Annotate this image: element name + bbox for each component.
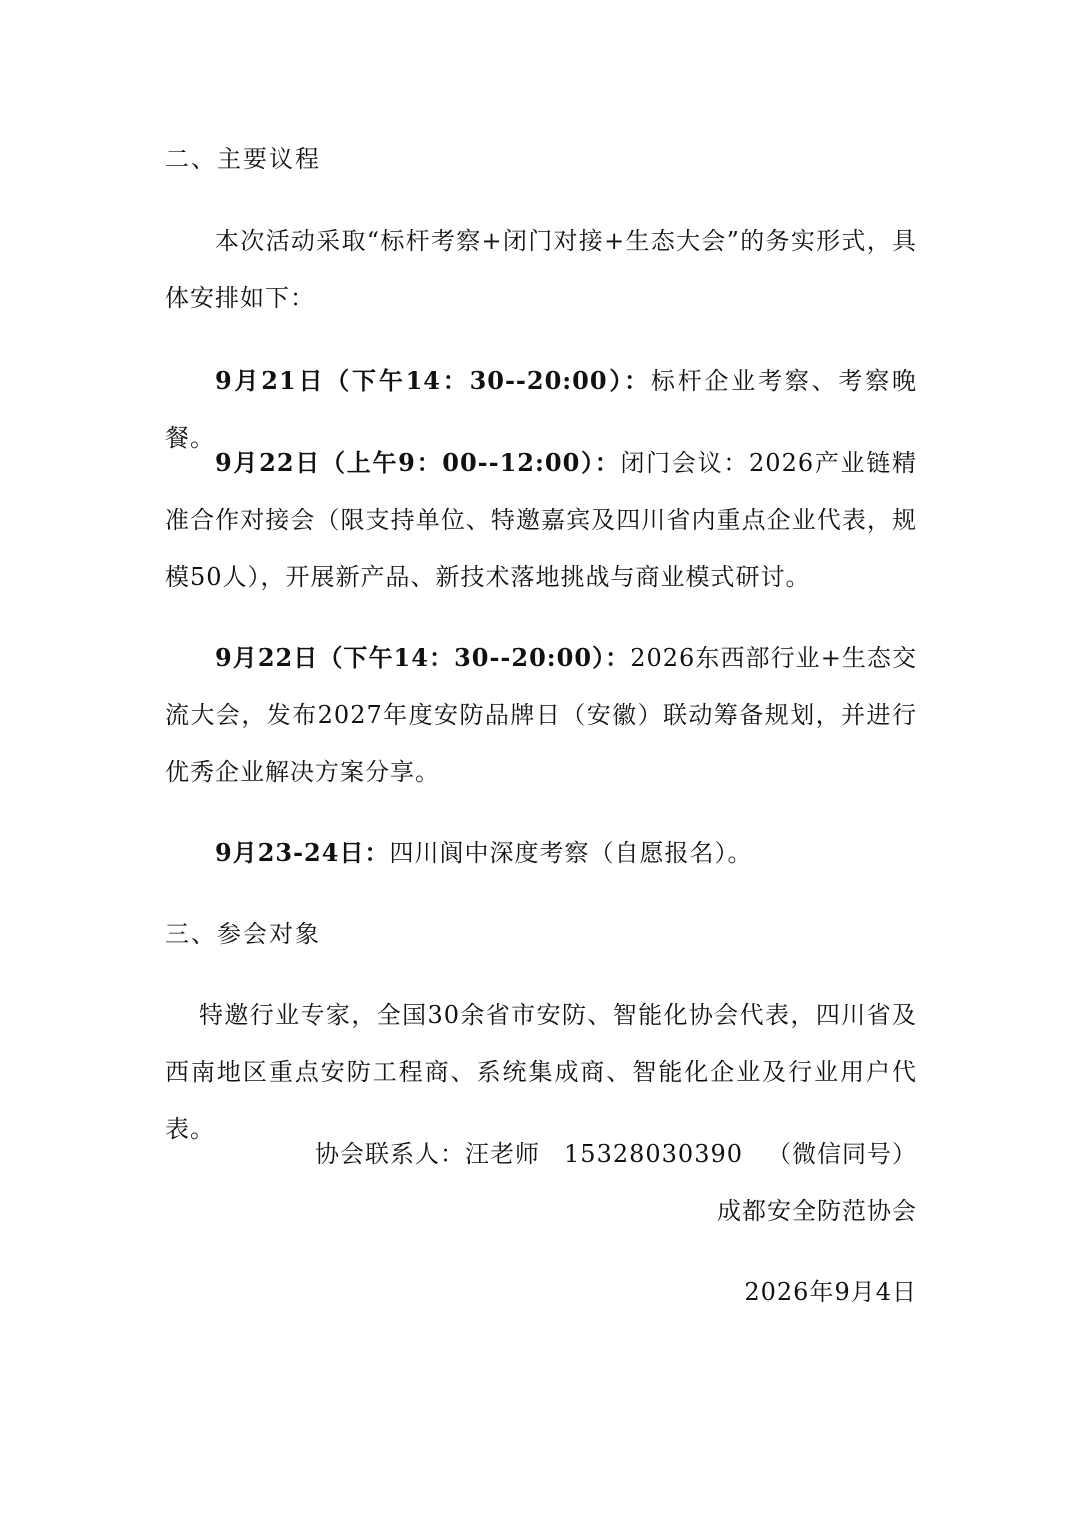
agenda-item-date: 9月22日（上午9：00--12:00）： bbox=[215, 448, 621, 477]
contact-label: 协会联系人：汪老师 bbox=[315, 1140, 541, 1168]
section-heading-attendees: 三、参会对象 bbox=[165, 920, 321, 948]
section-heading-agenda: 二、主要议程 bbox=[165, 145, 321, 173]
contact-note: （微信同号） bbox=[767, 1140, 917, 1168]
agenda-intro-paragraph: 本次活动采取“标杆考察+闭门对接+生态大会”的务实形式，具体安排如下： bbox=[165, 227, 917, 312]
agenda-item-text: 四川阆中深度考察（自愿报名）。 bbox=[389, 839, 753, 867]
agenda-item bbox=[165, 824, 917, 882]
agenda-item-date: 9月22日（下午14：30--20:00）： bbox=[215, 643, 631, 672]
attendees-paragraph: 特邀行业专家，全国30余省市安防、智能化协会代表，四川省及西南地区重点安防工程商、系统集成商、智能化企业及行业用户代表。 bbox=[165, 1001, 917, 1143]
agenda-item bbox=[165, 434, 917, 606]
agenda-item-text: 闭门会议：2026产业链精准合作对接会（限支持单位、特邀嘉宾及四川省内重点企业代表，规模50人），开展新产品、新技术落地挑战与商业模式研讨。 bbox=[165, 449, 918, 591]
organization-name: 成都安全防范协会 bbox=[717, 1197, 917, 1225]
agenda-item-text: 2026东西部行业+生态交流大会，发布2027年度安防品牌日（安徽）联动筹备规划，并进行优秀企业解决方案分享。 bbox=[165, 644, 917, 786]
agenda-item-date: 9月21日（下午14：30--20:00）： bbox=[215, 366, 651, 395]
contact-line bbox=[315, 1126, 917, 1183]
contact-phone: 15328030390 bbox=[564, 1140, 743, 1168]
agenda-item-text: 标杆企业考察、考察晚餐。 bbox=[165, 367, 917, 452]
document-date: 2026年9月4日 bbox=[744, 1278, 917, 1306]
agenda-item-date: 9月23-24日： bbox=[215, 838, 390, 867]
agenda-item bbox=[165, 629, 917, 801]
